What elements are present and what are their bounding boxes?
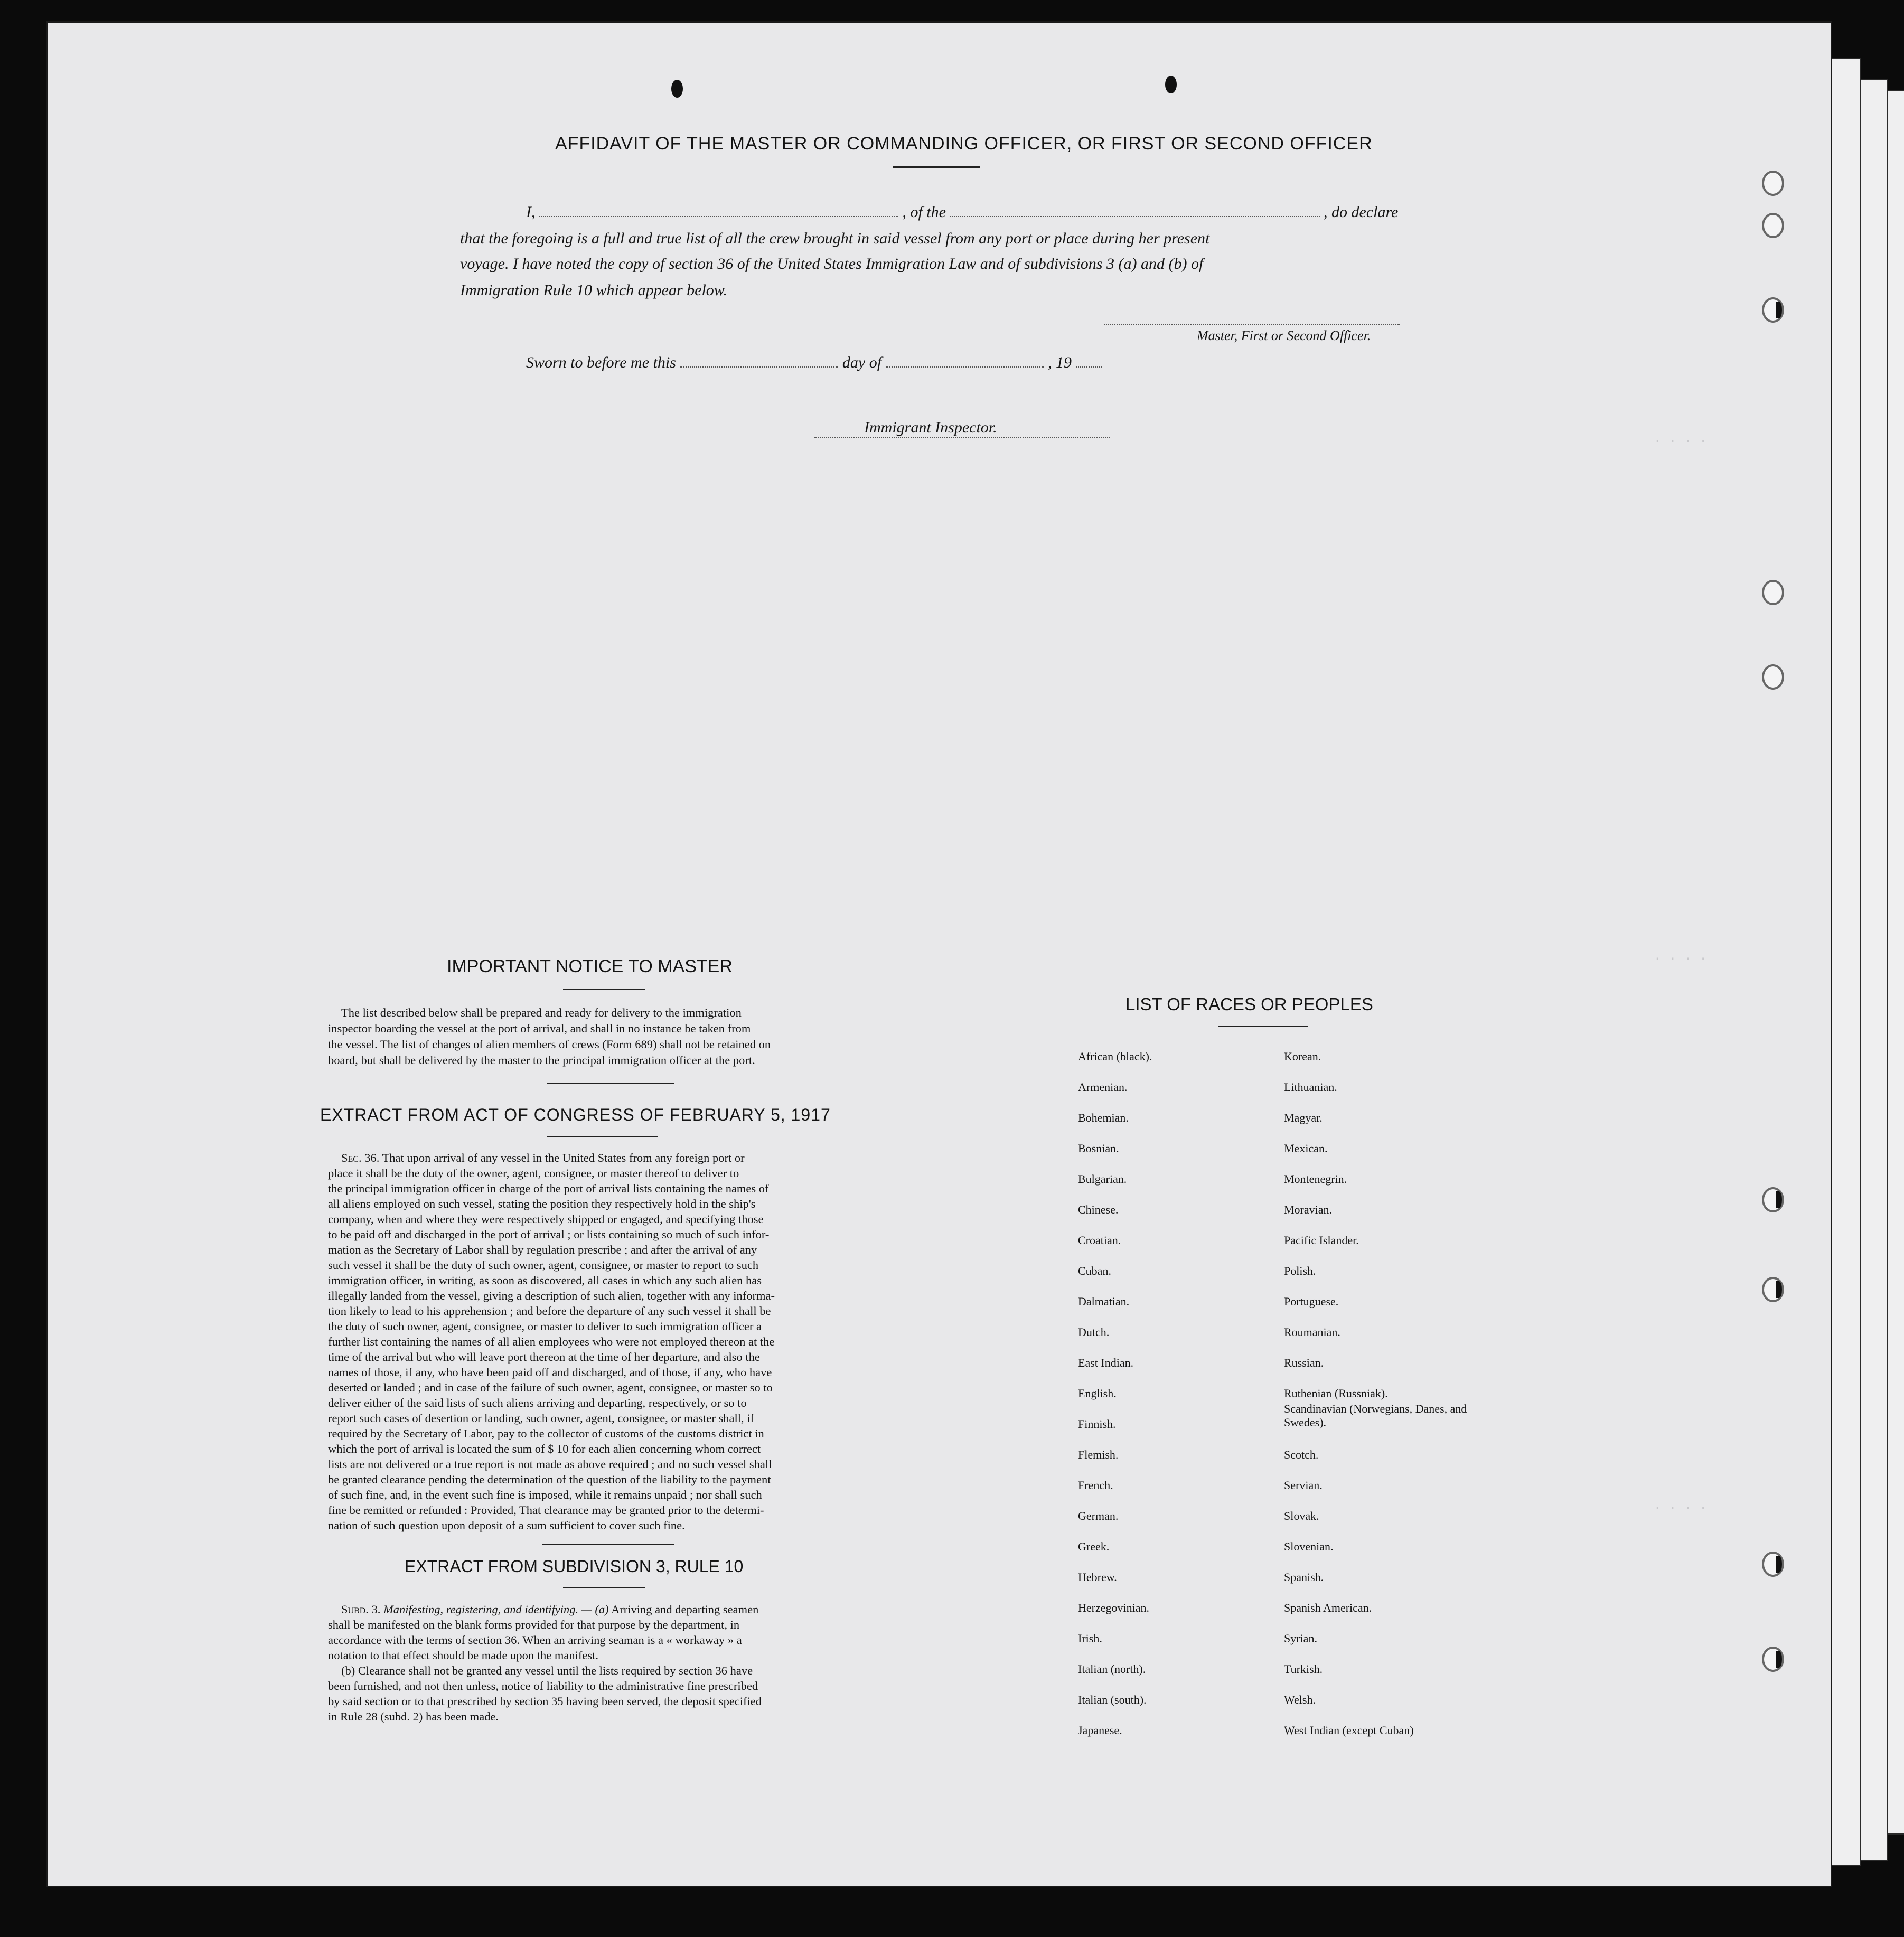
sworn-month-field[interactable] — [886, 353, 1044, 368]
race-item: Chinese. — [1078, 1203, 1119, 1216]
act-line: mation as the Secretary of Labor shall by regulation prescribe ; and after the arrival of any — [328, 1243, 757, 1256]
inspector-caption: Immigrant Inspector. — [864, 419, 997, 436]
race-item: Dalmatian. — [1078, 1295, 1130, 1308]
punch-hole-left — [671, 80, 683, 98]
race-item: Servian. — [1284, 1479, 1323, 1492]
notice-heading-rule — [563, 989, 645, 990]
binder-ring — [1762, 297, 1784, 323]
race-item: Magyar. — [1284, 1111, 1323, 1124]
act-line: which the port of arrival is located the sum of $ 10 for each alien concerning whom correct — [328, 1442, 761, 1455]
race-item: German. — [1078, 1509, 1119, 1522]
act-line: tion likely to lead to his apprehension ; and before the departure of any such vessel it shall be — [328, 1304, 771, 1318]
race-item: Slovenian. — [1284, 1540, 1334, 1553]
race-item: Russian. — [1284, 1356, 1324, 1369]
race-item: Cuban. — [1078, 1264, 1111, 1277]
race-item: Korean. — [1284, 1050, 1321, 1063]
divider — [542, 1544, 674, 1545]
race-item: Italian (south). — [1078, 1693, 1147, 1706]
race-item: Syrian. — [1284, 1632, 1317, 1645]
affidavit-heading: AFFIDAVIT OF THE MASTER OR COMMANDING OFFICER, OR FIRST OR SECOND OFFICER — [555, 134, 1373, 154]
punch-hole-right — [1165, 76, 1177, 93]
race-item: Bulgarian. — [1078, 1172, 1127, 1186]
act-line: to be paid off and discharged in the port of arrival ; or lists containing so much of such infor- — [328, 1228, 770, 1241]
sworn-day-field[interactable] — [680, 353, 838, 368]
sworn-line: Sworn to before me this day of , 19 — [526, 353, 1102, 372]
binder-ring — [1762, 580, 1784, 605]
notice-line: inspector boarding the vessel at the port of arrival, and shall in no instance be taken from — [328, 1022, 751, 1035]
race-item: Greek. — [1078, 1540, 1110, 1553]
race-item: Bohemian. — [1078, 1111, 1129, 1124]
rule-heading-rule — [563, 1587, 645, 1588]
race-item: Croatian. — [1078, 1234, 1121, 1247]
notice-line: The list described below shall be prepared and ready for delivery to the immigration — [341, 1006, 742, 1019]
race-item: Slovak. — [1284, 1509, 1319, 1522]
act-line: company, when and where they were respectively shipped or engaged, and specifying those — [328, 1212, 764, 1226]
race-item: Irish. — [1078, 1632, 1102, 1645]
race-item: Pacific Islander. — [1284, 1234, 1359, 1247]
rule-line: (b) Clearance shall not be granted any vessel until the lists required by section 36 have — [341, 1664, 753, 1677]
race-item: Turkish. — [1284, 1662, 1323, 1676]
race-item: Montenegrin. — [1284, 1172, 1347, 1186]
race-item: Roumanian. — [1284, 1325, 1340, 1339]
act-line: names of those, if any, who have been paid off and discharged, and of those, if any, who have — [328, 1366, 772, 1379]
rule-line: been furnished, and not then unless, notice of liability to the administrative fine prescribed — [328, 1679, 758, 1692]
act-line: the principal immigration officer in charge of the port of arrival lists containing the names of — [328, 1182, 769, 1195]
binder-ring — [1762, 213, 1784, 238]
rule-line: shall be manifested on the blank forms provided for that purpose by the department, in — [328, 1618, 740, 1631]
affidavit-text-line: that the foregoing is a full and true list of all the crew brought in said vessel from any port or place during her present — [460, 230, 1210, 247]
race-item: Portuguese. — [1284, 1295, 1339, 1308]
race-item: Italian (north). — [1078, 1662, 1146, 1676]
race-item: Flemish. — [1078, 1448, 1119, 1461]
act-line: fine be remitted or refunded : Provided, That clearance may be granted prior to the determi- — [328, 1503, 764, 1517]
binder-ring — [1762, 1187, 1784, 1212]
act-line: deserted or landed ; and in case of the failure of such owner, agent, consignee, or master so to — [328, 1381, 773, 1394]
race-item: Herzegovinian. — [1078, 1601, 1149, 1614]
act-line: required by the Secretary of Labor, pay to the collector of customs of the customs district in — [328, 1427, 764, 1440]
race-item: Scotch. — [1284, 1448, 1319, 1461]
document-page: · · · · · · · · · · · · AFFIDAVIT OF THE MASTER OR COMMANDING OFFICER, OR FIRST OR SECOND OFFICER I, , of the , do declare that the foregoing is a full and true list of all the crew brought in said vessel from any port or place during her present voyage. I have noted the copy of section 36 of the United States Immigration Law and of subdivisions 3 (a) and (b) of Immigration Rule 10 which appear below. Master, First or Second Officer. Sworn to before me this day of , 19 Immigrant Inspector. IMPORTANT NOTICE TO MASTER The list described below shall be prepared and ready for delivery to the immigration inspector boarding the vessel at the port of arrival, and shall in no instance be taken from the vessel. The list of changes of alien members of crews (Form 689) shall not be retained on board, but shall be delivered by the master to the principal immigration officer at the port. EXTRACT FROM ACT OF CONGRESS OF FEBRUARY 5, 1917 Sec. 36. That upon arrival of any vessel in the United States from any foreign port or place it shall be the duty of the owner, agent, consignee, or master thereof to deliver to the principal immigration officer in charge of the port of arrival lists containing the names of all aliens employed on such vessel, stating the position they respectively hold in the ship's company, when and where they were respectively shipped or engaged, and specifying those to be paid off and discharged in the port of arrival ; or lists containing so much of such infor- mation as the Secretary of Labor shall by regulation prescribe ; and after the arrival of any such vessel it shall be the duty of such owner, agent, consignee, or master to report to such immigration officer, in writing, as soon as discovered, all cases in which any such alien has illegally landed from the vessel, giving a description of such alien, together with any informa- tion likely to lead to his apprehension ; and before the departure of any such vessel it shall be the duty of such owner, agent, consignee, or master to deliver to such immigration officer a further list containing the names of all alien employees who were not employed thereon at the time of the arrival but who will leave port thereon at the time of her departure, and also the names of those, if any, who have been paid off and discharged, and of those, if any, who have deserted or landed ; and in case of the failure of such owner, agent, consignee, or master so to deliver either of the said lists of such aliens arriving and departing, respectively, or so to report such cases of desertion or landing, such owner, agent, consignee, or master shall, if required by the Secretary of Labor, pay to the collector of customs of the customs district in which the port of arrival is located the sum of $ 10 for each alien concerning whom correct lists are not delivered or a true report is not made as above required ; and no such vessel shall be granted clearance pending the determination of the question of the liability to the payment of such fine, and, in the event such fine is imposed, while it remains unpaid ; nor shall such fine be remitted or refunded : Provided, That clearance may be granted prior to the determi- nation of such question upon deposit of a sum sufficient to cover such fine. EXTRACT FROM SUBDIVISION 3, RULE 10 Subd. 3. Manifesting, registering, and identifying. — (a) Arriving and departing seamen shall be manifested on the blank forms provided for that purpose by the department, in accordance with the terms of section 36. When an arriving seaman is a « workaway » a notation to that effect should be made upon the manifest. (b) Clearance shall not be granted any vessel until the lists required by section 36 have been furnished, and not then unless, notice of liability to the administrative fine prescribed by said section or to that prescribed by section 35 having been served, the deposit specified in Rule 28 (subd. 2) has been made. LIST OF RACES OR PEOPLES African (black). Armenian. Bohemian. Bosnian. Bulgarian. Chinese. Croatian. Cuban. Dalmatian. Dutch. East Indian. English. Finnish. Flemish. French. German. Greek. Hebrew. Herzegovinian. Irish. Italian (north). Italian (south). Japanese. Korean. Lithuanian. Magyar. Mexican. Montenegrin. Moravian. Pacific Islander. Polish. Portuguese. Roumanian. Russian. Ruthenian (Russniak). Scandinavian (Norwegians, Danes, and Swedes). Scotch. Servian. Slovak. Slovenian. Spanish. Spanish American. Syrian. Turkish. Welsh. West Indian (except Cuban) — [46, 21, 1832, 1887]
act-line: deliver either of the said lists of such aliens arriving and departing, respectively, or so to — [328, 1396, 747, 1409]
race-item: Dutch. — [1078, 1325, 1110, 1339]
notice-line: board, but shall be delivered by the master to the principal immigration officer at the port. — [328, 1054, 755, 1067]
act-line: nation of such question upon deposit of a sum sufficient to cover such fine. — [328, 1519, 685, 1532]
affidavit-heading-rule — [893, 166, 980, 168]
sworn-year-field[interactable] — [1076, 353, 1102, 368]
rule-line: in Rule 28 (subd. 2) has been made. — [328, 1710, 499, 1723]
race-item: Armenian. — [1078, 1080, 1128, 1094]
act-line: immigration officer, in writing, as soon as discovered, all cases in which any such alien has — [328, 1274, 762, 1287]
race-item: West Indian (except Cuban) — [1284, 1724, 1414, 1737]
binder-ring — [1762, 1277, 1784, 1302]
act-line: time of the arrival but who will leave port thereon at the time of her departure, and also the — [328, 1350, 760, 1364]
affidavit-declaration-line: I, , of the , do declare — [526, 203, 1399, 221]
affidavit-text-line: Immigration Rule 10 which appear below. — [460, 281, 728, 299]
race-item: Welsh. — [1284, 1693, 1316, 1706]
rule-line: accordance with the terms of section 36. When an arriving seaman is a « workaway » a — [328, 1633, 742, 1647]
act-heading: EXTRACT FROM ACT OF CONGRESS OF FEBRUARY 5, 1917 — [320, 1105, 831, 1124]
races-heading-rule — [1218, 1026, 1308, 1027]
race-item: English. — [1078, 1387, 1117, 1400]
act-line: place it shall be the duty of the owner, agent, consignee, or master thereof to deliver to — [328, 1167, 739, 1180]
binder-ring — [1762, 1552, 1784, 1577]
act-line: the duty of such owner, agent, consignee, or master to deliver to such immigration officer a — [328, 1320, 762, 1333]
race-item: Bosnian. — [1078, 1142, 1119, 1155]
affidavit-text-line: voyage. I have noted the copy of section 36 of the United States Immigration Law and of subdivisions 3 (a) and (b) of — [460, 255, 1204, 272]
race-item: African (black). — [1078, 1050, 1152, 1063]
rule-heading: EXTRACT FROM SUBDIVISION 3, RULE 10 — [405, 1557, 744, 1576]
act-line: such vessel it shall be the duty of such owner, agent, consignee, or master to report to such — [328, 1258, 759, 1272]
race-item: Polish. — [1284, 1264, 1316, 1277]
rule-line: by said section or to that prescribed by section 35 having been served, the deposit specified — [328, 1695, 762, 1708]
vessel-name-field[interactable] — [950, 202, 1320, 217]
divider — [547, 1083, 674, 1084]
act-line: of such fine, and, in the event such fine is imposed, while it remains unpaid ; nor shall such — [328, 1488, 762, 1501]
act-line: report such cases of desertion or landing, such owner, agent, consignee, or master shall, if — [328, 1412, 754, 1425]
act-line: lists are not delivered or a true report is not made as above required ; and no such vessel shall — [328, 1458, 772, 1471]
race-item: Lithuanian. — [1284, 1080, 1337, 1094]
race-item: Moravian. — [1284, 1203, 1333, 1216]
race-item: Spanish American. — [1284, 1601, 1372, 1614]
rule-line: Subd. 3. Manifesting, registering, and identifying. — (a) Arriving and departing seamen — [341, 1603, 759, 1616]
act-heading-rule — [547, 1136, 658, 1137]
act-line: Sec. 36. That upon arrival of any vessel in the United States from any foreign port or — [341, 1151, 745, 1164]
race-item: Spanish. — [1284, 1571, 1324, 1584]
master-name-field[interactable] — [539, 202, 898, 217]
notice-heading: IMPORTANT NOTICE TO MASTER — [447, 956, 733, 976]
race-item: Finnish. — [1078, 1417, 1116, 1431]
race-item: Hebrew. — [1078, 1571, 1117, 1584]
race-item: Scandinavian (Norwegians, Danes, and Swedes). — [1284, 1402, 1467, 1429]
binder-ring — [1762, 171, 1784, 196]
master-signature-field[interactable] — [1104, 324, 1400, 325]
notice-line: the vessel. The list of changes of alien members of crews (Form 689) shall not be retained on — [328, 1038, 771, 1051]
race-item: French. — [1078, 1479, 1113, 1492]
binder-ring — [1762, 664, 1784, 690]
act-line: all aliens employed on such vessel, stating the position they respectively hold in the ship's — [328, 1197, 756, 1210]
act-line: further list containing the names of all alien employees who were not employed thereon at the — [328, 1335, 775, 1348]
race-item: Japanese. — [1078, 1724, 1122, 1737]
race-item: Ruthenian (Russniak). — [1284, 1387, 1388, 1400]
inspector-signature-field[interactable] — [814, 437, 1110, 438]
races-heading: LIST OF RACES OR PEOPLES — [1125, 994, 1373, 1014]
act-line: be granted clearance pending the determination of the question of the liability to the payment — [328, 1473, 771, 1486]
race-item: Mexican. — [1284, 1142, 1328, 1155]
rule-line: notation to that effect should be made upon the manifest. — [328, 1649, 598, 1662]
act-line: illegally landed from the vessel, giving a description of such alien, together with any informa- — [328, 1289, 775, 1302]
race-item: East Indian. — [1078, 1356, 1134, 1369]
master-signature-caption: Master, First or Second Officer. — [1197, 328, 1371, 343]
binder-ring — [1762, 1647, 1784, 1672]
